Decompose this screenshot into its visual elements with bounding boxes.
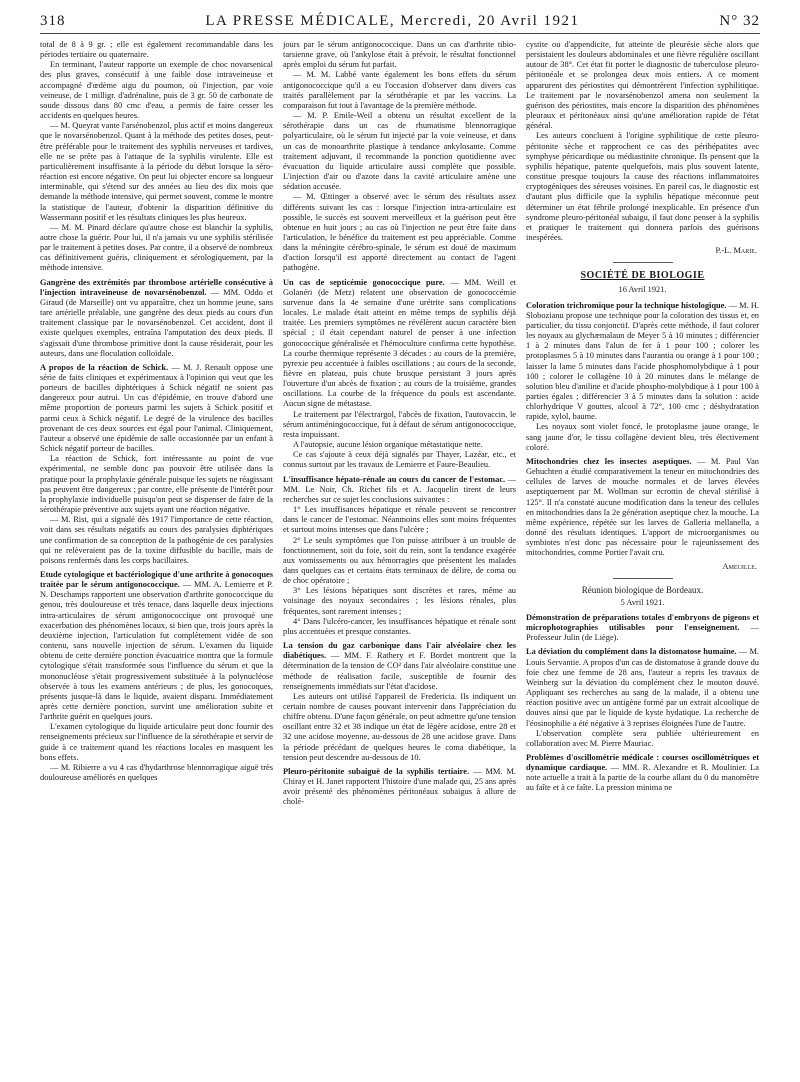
paragraph — [526, 457, 759, 559]
paragraph — [526, 301, 759, 423]
paragraph — [283, 450, 516, 470]
paragraph-text: Les auteurs ont utilisé l'appareil de Fredericia. Ils indiquent un certain nombre de causes pouvant intervenir dans l'appréciation du chiffre obtenu. D'une façon générale, on peut admettre qu'une tension oscillant entre 32 et 38 indique un état de légère acidose, entre 28 et 32 une acidose moyenne, au-dessous de 28 une acidose grave. Dans la période précédant de quelques heures le coma diabétique, la tension peut descendre au-dessous de 10. — [283, 691, 516, 762]
paragraph-heading: La tension du gaz carbonique dans l'air alvéolaire chez les diabétiques. — [283, 641, 516, 661]
paragraph — [40, 763, 273, 783]
paragraph-text: — MM. R. Alexandre et R. Moulinier. La note actuelle a trait à la partie de la courbe allant du 0 du manomètre au faîte et à ce faîte. La pression minima ne — [526, 763, 759, 793]
paragraph-text: Ce cas s'ajoute à ceux déjà signalés par Thayer, Lazéar, etc., et connus surtout par les travaux de Lemierre et Faure-Beaulieu. — [283, 450, 516, 470]
paragraph — [283, 617, 516, 637]
paragraph-text: cystite ou d'appendicite, fut atteinte de pleurésie sèche alors que persistaient les douleurs abdominales et une fièvre régulière oscillant autour de 38°. Cet état fit porter le diagnostic de tuberculose pleuro-péritonéale et se prolongea deux mois entiers. A ce moment apparurent des périostites qui démontrèrent l'infection syphilitique. Le traitement par le novarsénobenzol amena non seulement la guérison des périostites, mais encore la disparition des phénomènes pleuraux et péritonéaux ainsi qu'une amélioration rapide de l'état général. — [526, 40, 759, 131]
paragraph-text: — MM. Le Noir, Ch. Richet fils et A. Jacquelin tirent de leurs recherches sur ce sujet les conclusions suivantes : — [283, 474, 516, 504]
paragraph-text: La réaction de Schick, fort intéressante au point de vue expérimental, ne semble donc pas pouvoir être utilisée dans la pratique pour la prophylaxie générale puisque les sujets ne réagissant pas peuvent être dangereux ; par contre, elle présente de l'intérêt pour la prophylaxie individuelle puisqu'on peut se dispenser de faire de la sérothérapie préventive aux sujets ayant une réaction négative. — [40, 454, 273, 515]
paragraph — [283, 641, 516, 692]
paragraph — [283, 40, 516, 70]
paragraph-heading: Coloration trichromique pour la technique histologique. — [526, 300, 727, 310]
paragraph — [283, 440, 516, 450]
paragraph — [283, 536, 516, 587]
paragraph-text: En terminant, l'auteur rapporte un exemple de choc novarsenical des plus graves, consécutif à une faible dose intraveineuse et accompagné d'œdème aigu du poumon, où l'injection, par voie veineuse, de 1 milligr. d'adrénaline, puis de 3 gr. 50 de carbonate de soude dissous dans 80 cmc d'eau, a permis de faire cesser les accidents en quelques heures. — [40, 60, 273, 121]
paragraph — [40, 454, 273, 515]
paragraph-heading: La déviation du complément dans la distomatose humaine. — [526, 647, 737, 657]
paragraph-text: 4° Dans l'ulcéro-cancer, les insuffisances hépatique et rénale sont plus accentuées et presque constantes. — [283, 616, 516, 636]
column-2 — [283, 40, 516, 1072]
page-number: 318 — [40, 13, 66, 29]
paragraph-text: A l'autopsie, aucune lésion organique métastatique nette. — [293, 440, 483, 450]
page-header — [40, 8, 760, 34]
column-3-part-b — [526, 301, 759, 559]
paragraph-text: — M. Œttinger a observé avec le sérum des résultats assez différents suivant les cas : lorsque l'injection intra-articulaire est possible, le succès est souvent merveilleux et la guérison peut être obtenue en huit jours ; au cas où l'injection ne peut être faite dans l'articulation, le bénéfice du traitement est peu appréciable. Comme dans la méningite cérébro-spinale, le sérum est doué de maximum d'action lorsqu'il est apporté directement au contact de l'agent pathogène. — [283, 192, 516, 273]
paragraph-text: — M. Queyrat vante l'arsénobenzol, plus actif et moins dangereux que le novarsénobenzol. Quant à la méthode des petites doses, peut-être préférable pour le traitement des syphilis nerveuses et tardives, elle ne se prête pas à l'attaque de la syphilis virulente. Elle est particulièrement insuffisante à la période du début lorsque la séro-réaction est encore négative. On peut lui objecter encore sa longueur interminable, qui s'étend sur des années au lieu des dix mois que demande la méthode intensive, qui permet souvent, comme le montre la statistique de l'auteur, d'obtenir la disparition définitive du Wassermann positif et les résultats cliniques les plus heureux. — [40, 121, 273, 222]
paragraph-heading: Problèmes d'oscillométrie médicale : courses oscillométriques et dynamique cardiaque. — [526, 753, 759, 773]
paragraph — [283, 505, 516, 535]
paragraph — [526, 613, 759, 643]
paragraph-heading: Démonstration de préparations totales d'embryons de pigeons et microphotographies utilisables pour l'enseignement. — [526, 612, 759, 633]
column-1 — [40, 40, 273, 1072]
paragraph — [40, 121, 273, 223]
paragraph-text: jours par le sérum antigonococcique. Dans un cas d'arthrite tibio-tarsienne grave, où l'ankylose était à prévoir, le résultat fonctionnel après emploi du sérum fut parfait. — [283, 40, 516, 70]
paragraph-text: — M. P. Emile-Weil a obtenu un résultat excellent de la sérothérapie dans un cas de rhumatisme blennorragique polyarticulaire, où le sérum fut injecté par la voie veineuse, et dans un cas de monoarthrite plastique à tendance ankylosante. Comme traitement adjuvant, il recommande la ponction quotidienne avec évacuation du liquide articulaire aussi complète que possible. L'injection d'air ou d'azote dans la cavité articulaire amène une sédation accusée. — [283, 111, 516, 192]
paragraph-heading: Gangrène des extrémités par thrombose artérielle consécutive à l'injection intraveineuse de novarsénobenzol. — [40, 277, 273, 297]
paragraph-text: — MM. Oddo et Giraud (de Marseille) ont vu apparaître, chez un homme jeune, sans tare artérielle préalable, une gangrène des deux pieds au cours d'un traitement classique par le novarsénobenzol. Cet accident, dont il existe quelques exemples, entraîna l'amputation des deux pieds. Il s'agissait d'une thrombose primitive dont la cause résiderait, pour les auteurs, dans une floculation colloïdale. — [40, 287, 273, 358]
column-3-part-a — [526, 40, 759, 243]
journal-title: LA PRESSE MÉDICALE, Mercredi, 20 Avril 1921 — [205, 13, 580, 29]
paragraph — [283, 70, 516, 111]
section-title-biologie: SOCIÉTÉ DE BIOLOGIE — [580, 270, 705, 282]
column-3 — [526, 40, 759, 1072]
paragraph — [283, 278, 516, 410]
paragraph-text: — M. Rist, qui a signalé dès 1917 l'importance de cette réaction, voit dans ses résultats négatifs au cours des paralysies diphtériques une confirmation de sa conception de la pathogénie de ces paralysies qui ne relèveraient pas de la toxine diffusible du bacille, mais de poisons renfermés dans les corps bacillaires. — [40, 515, 273, 565]
paragraph — [40, 60, 273, 121]
paragraph-text: — Professeur Julin (de Liège). — [526, 623, 759, 643]
paragraph — [526, 131, 759, 243]
paragraph — [40, 223, 273, 274]
paragraph — [40, 278, 273, 359]
paragraph-text: — M. J. Renault oppose une série de faits cliniques et expérimentaux à l'opinion qui veut que les porteurs de bacilles diphtériques à Schick négatif ne soient pas dangereux pour autrui. Un cas d'épidémie, en trouve d'abord une même proportion de porteurs parmi les sujets à Schick positif et parmi ceux à Schick négatif. Le degré de la virulence des bacilles provenant de ces deux sources est égal pour l'animal. Cliniquement, l'auteur a observé une épidémie de salle occasionnée par un enfant à Schick négatif porteur de bacilles. — [40, 362, 273, 454]
signature-ameuille: Ameuille. — [722, 561, 757, 571]
paragraph-heading: L'insuffisance hépato-rénale au cours du cancer de l'estomac. — [283, 474, 506, 484]
text-columns — [40, 40, 760, 1072]
paragraph — [526, 422, 759, 452]
column-3-part-c — [526, 613, 759, 794]
paragraph — [40, 515, 273, 566]
paragraph-heading: Pleuro-péritonite subaiguë de la syphilis tertiaire. — [283, 766, 470, 776]
paragraph — [283, 475, 516, 505]
paragraph — [283, 192, 516, 273]
divider — [613, 578, 673, 579]
session-date-1: 16 Avril 1921. — [618, 285, 667, 295]
paragraph-text: — MM. Weill et Golanéri (de Metz) relatent une observation de gonococcémie survenue dans la 4e semaine d'une urétrite sans complications locales. Le malade était atteint en même temps de syphilis déjà traitée. Les premiers symptômes ne révélèrent aucun caractère bien spécial ; il était cependant naturel de penser à une infection gonococcique généralisée et l'hémoculture confirma cette hypothèse. La courbe thermique représente 3 décades : au cours de la première, pyrexie peu accentuée à faibles oscillations ; au cours de la seconde, fièvre en plateau, puis chute brusque persistant 3 jours après l'ouverture d'un abcès de fixation ; au cours de la troisième, grandes oscillations. La courbe de la fréquence du pouls est ascendante. Aucun signe de métastase. — [283, 277, 516, 409]
paragraph-heading: Un cas de septicémie gonococcique pure. — [283, 277, 445, 287]
paragraph-text: L'observation complète sera publiée ultérieurement en collaboration avec M. Pierre Mauriac. — [526, 728, 759, 748]
paragraph — [40, 570, 273, 722]
paragraph — [40, 722, 273, 763]
paragraph-text: — M. Ribierre a vu 4 cas d'hydarthrose blennorragique aiguë très douloureuse améliorés en quelques — [40, 762, 273, 783]
paragraph-heading: Mitochondries chez les insectes aseptiques. — [526, 456, 692, 466]
paragraph-heading: Etude cytologique et bactériologique d'une arthrite à gonocoques traitée par le sérum antigonococcique. — [40, 569, 273, 590]
paragraph-text: 2° Le seuls symptômes que l'on puisse attribuer à un trouble de fonctionnement, soit du foie, soit du rein, sont la tendance exagérée aux vomissements ou aux hémorragies que présentent les malades dans quelques cas et certains états terminaux de délire, de coma ou de choc opératoire ; — [283, 535, 516, 586]
paragraph — [526, 729, 759, 749]
paragraph-text: — M. M. Labbé vante également les bons effets du sérum antigonococcique qu'il a eu l'occasion d'observer dans divers cas traités parallèlement par la sérothérapie et par les vaccins. La comparaison fut tout à l'avantage de la première méthode. — [283, 70, 516, 110]
paragraph — [526, 753, 759, 794]
paragraph — [526, 647, 759, 728]
paragraph-text: — M. Louis Servantie. A propos d'un cas de distomatose à grande douve du foie chez une femme de 28 ans, l'auteur a repris les travaux de Weinberg sur la déviation du complément chez le mouton douvé. Appliquant ses recherches au sang de la malade, il a obtenu une réaction positive avec un antigène formé par un extrait alcoolique de douves ainsi que par le liquide de kyste hydatique. La recherche de l'éosinophilie a été négative à 3 reprises éloignées l'une de l'autre. — [526, 647, 759, 728]
paragraph-text: — M. M. Pinard déclare qu'autre chose est blanchir la syphilis, autre chose la guérir. Pour lui, il n'a jamais vu une syphilis stérilisée par le traitement à petites doses. Par contre, il a observé de nombreux cas définitivement guéris, cliniquement et sérologiquement, par la méthode intensive. — [40, 222, 273, 273]
paragraph — [40, 363, 273, 454]
paragraph-text: — MM. A. Lemierre et P. N. Deschamps rapportent une observation d'arthrite gonococcique du genou, très douloureuse et très tenace, dans laquelle deux injections intra-articulaires de sérum antigonococcique ont provoqué une exacerbation des phénomènes locaux, si bien que, trois jours après la deuxième injection, l'articulation fut complètement vidée de son contenu, sans nouvelle injection de sérum. L'examen du liquide obtenu de cette dernière ponction évacuatrice montra que la formule cytologique s'était transformée sous l'influence du sérum et que la mononucléose s'était progressivement substituée à la polynucléose observée à tous les examens antérieurs ; de plus, les gonocoques, présents jusque-là dans le liquide, avaient disparu. Immédiatement après cette dernière ponction, survint une amélioration subite et l'arthrite guérit en quelques jours. — [40, 580, 273, 722]
paragraph-text: L'examen cytologique du liquide articulaire peut donc fournir des renseignements précieux sur l'influence de la sérothérapie et servir de guide à ce traitement quand les réactions locales en masquent les bons effets. — [40, 722, 273, 762]
signature-marie: P.-L. Marie. — [715, 246, 757, 256]
paragraph — [283, 692, 516, 763]
paragraph — [283, 586, 516, 616]
paragraph-text: — MM. M. Chiray et H. Janet rapportent l'histoire d'une malade qui, 25 ans après avoir présenté des phénomènes péritonéaux subaigus à allure de cholé- — [283, 766, 516, 807]
paragraph-text: — MM. F. Rathery et F. Bordet montrent que la détermination de la tension de CO² dans l'air alvéolaire constitue une méthode de réalisation facile, susceptible de fournir des renseignements immédiats sur l'état d'acidose. — [283, 651, 516, 691]
divider — [613, 262, 673, 263]
paragraph-text: — M. H. Slobozianu propose une technique pour la coloration des tissus et, en particulier, du tissu conjonctif. D'après cette méthode, il faut colorer les noyaux au glychæmalaun de Meyer 5 à 10 minutes ; différencier 1 à 2 minutes dans l'alun de fer à 1 pour 100 ; colorer les protoplasmes 5 à 10 minutes dans l'aurantia ou orange à 1 pour 100 ; laisser la lame 5 minutes dans l'acide phosphomolybdique à 1 pour 100 ; colorer le collagène 10 à 20 minutes dans le mélange de solution bleu d'aniline et d'acide phospho-molybdique à 1 pour 100 à parties égales ; différencier 3 à 5 minutes dans la solution : acide chlorhydrique V gouttes, alcool à 72°, 100 cmc ; déshydratation rapide, xylol, baume. — [526, 300, 759, 422]
paragraph-text: — M. Paul Van Gehuchten a étudié comparativement la teneur en mitochondries des cellules de larves de mouche normales et de larves élevées aseptiquement par M. Wollman sur ecrottin de cheval stérilisé à 125°. Il n'a constaté aucune modification dans la teneur des cellules en mitochondries dans la 2e génération aseptique chez la mouche. La même expérience, répétée sur les larves de Galleria mellanella, a donné des résultats identiques. L'apport de microorganismes ou symbiotes n'est donc pas nécessaire pour le rajeunissement des mitochondries, comme Portier l'avait cru. — [526, 456, 759, 558]
paragraph-text: total de 8 à 9 gr. ; elle est également recommandable dans les périodes tertiaire ou quaternaire. — [40, 40, 273, 60]
paragraph — [283, 410, 516, 440]
paragraph — [526, 40, 759, 131]
paragraph-text: Les noyaux sont violet foncé, le protoplasme jaune orange, le sang jaune d'or, le tissu collagène devient bleu, très électivement coloré. — [526, 422, 759, 452]
issue-number: N° 32 — [719, 13, 760, 29]
paragraph — [283, 767, 516, 808]
paragraph-text: 3° Les lésions hépatiques sont discrètes et rares, même au voisinage des noyaux secondaires ; les lésions rénales, plus fréquentes, sont rarement intenses ; — [283, 586, 516, 616]
paragraph-text: Le traitement par l'électrargol, l'abcès de fixation, l'autovaccin, le sérum antiméningococcique, fut à défaut de sérum antigonococcique, resta impuissant. — [283, 409, 516, 439]
section-title-bordeaux: Réunion biologique de Bordeaux. — [581, 584, 704, 595]
paragraph-text: Les auteurs concluent à l'origine syphilitique de cette pleuro-péritonite sèche et rapprochent ce cas des périhépatites avec symphyse péricardique ou médiastinite chronique. Ils pensent que la syphilis hépatique, patente quelquefois, mais plus souvent latente, constitue presque toujours la cause des réactions inflammatoires cryptogéniques des séreuses voisines. En pareil cas, le diagnostic est d'autant plus difficile que la syphilis hépatique méconnue peut déterminer un état fébrile prolongé inexplicable. En présence d'un syndrome pleuro-péritonéal subaigu, il faut donc penser à la syphilis et pratiquer le traitement qui donnera parfois des guérisons inespérées. — [526, 131, 759, 242]
paragraph-heading: A propos de la réaction de Schick. — [40, 362, 169, 372]
paragraph — [40, 40, 273, 60]
session-date-2: 5 Avril 1921. — [620, 597, 665, 607]
paragraph — [283, 111, 516, 192]
paragraph-text: 1° Les insuffisances hépatique et rénale peuvent se rencontrer dans le cancer de l'estomac. Néanmoins elles sont moins fréquentes et surtout moins intenses que dans l'ulcère ; — [283, 505, 516, 535]
